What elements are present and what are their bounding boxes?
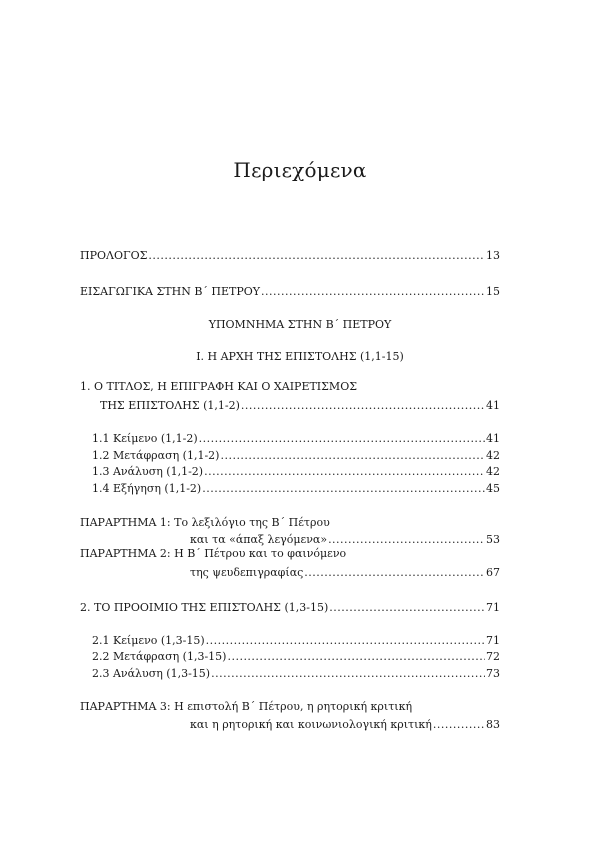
toc-entry-label: και η ρητορική και κοινωνιολογική κριτική (190, 718, 432, 731)
appendix-2-title-line1: ΠΑΡΑΡΤΗΜΑ 2: Η Β΄ Πέτρου και το φαινόμενο (80, 547, 347, 560)
leader-dots (329, 601, 485, 615)
toc-page-number: 72 (486, 650, 500, 663)
toc-page-number: 42 (486, 465, 500, 478)
toc-page-number: 13 (486, 249, 500, 262)
toc-entry-label: 1.4 Εξήγηση (1,1-2) (92, 482, 202, 495)
toc-entry-label: 1.1 Κείμενο (1,1-2) (92, 432, 198, 445)
toc-page-number: 71 (486, 634, 500, 647)
leader-dots (204, 465, 485, 479)
leader-dots (433, 718, 485, 732)
toc-page-number: 41 (486, 399, 500, 412)
leader-dots (199, 432, 485, 446)
toc-entry-eisagogika[interactable] (80, 285, 500, 299)
toc-entry-label: 2.2 Μετάφραση (1,3-15) (92, 650, 227, 663)
toc-entry-label: και τα «άπαξ λεγόμενα» (190, 533, 328, 546)
toc-entry-appendix-3[interactable] (190, 718, 500, 732)
leader-dots (206, 634, 485, 648)
toc-entry-label: 2.1 Κείμενο (1,3-15) (92, 634, 205, 647)
toc-entry-label: ΠΡΟΛΟΓΟΣ (80, 249, 148, 262)
toc-entry-1-4[interactable] (92, 482, 500, 496)
leader-dots (148, 249, 485, 263)
toc-entry-label: 1.2 Μετάφραση (1,1-2) (92, 449, 220, 462)
toc-page-number: 45 (486, 482, 500, 495)
toc-entry-prologos[interactable] (80, 249, 500, 263)
toc-entry-2-2[interactable] (92, 650, 500, 664)
leader-dots (211, 667, 485, 681)
toc-page-number: 53 (486, 533, 500, 546)
toc-entry-appendix-1[interactable] (190, 533, 500, 547)
section-1-title-line1: 1. Ο ΤΙΤΛΟΣ, Η ΕΠΙΓΡΑΦΗ ΚΑΙ Ο ΧΑΙΡΕΤΙΣΜΟΣ (80, 380, 357, 393)
toc-entry-1-2[interactable] (92, 449, 500, 463)
toc-entry-label: 2. ΤΟ ΠΡΟΟΙΜΙΟ ΤΗΣ ΕΠΙΣΤΟΛΗΣ (1,3-15) (80, 601, 329, 614)
leader-dots (241, 399, 485, 413)
commentary-heading: ΥΠΟΜΝΗΜΑ ΣΤΗΝ Β΄ ΠΕΤΡΟΥ (208, 318, 392, 331)
appendix-3-title-line1: ΠΑΡΑΡΤΗΜΑ 3: Η επιστολή Β΄ Πέτρου, η ρητορική κριτική (80, 700, 413, 713)
page-title: Περιεχόμενα (233, 158, 367, 182)
toc-page-number: 42 (486, 449, 500, 462)
appendix-1-title-line1: ΠΑΡΑΡΤΗΜΑ 1: Το λεξιλόγιο της Β΄ Πέτρου (80, 516, 330, 529)
toc-page-number: 15 (486, 285, 500, 298)
leader-dots (227, 650, 485, 664)
toc-page-number: 41 (486, 432, 500, 445)
toc-page-number: 67 (486, 566, 500, 579)
toc-entry-section-2[interactable] (80, 601, 500, 615)
toc-entry-2-3[interactable] (92, 667, 500, 681)
toc-page-number: 73 (486, 667, 500, 680)
leader-dots (328, 533, 485, 547)
leader-dots (304, 566, 485, 580)
leader-dots (202, 482, 485, 496)
toc-entry-label: ΕΙΣΑΓΩΓΙΚΑ ΣΤΗΝ Β΄ ΠΕΤΡΟΥ (80, 285, 261, 298)
toc-entry-2-1[interactable] (92, 634, 500, 648)
toc-entry-1-3[interactable] (92, 465, 500, 479)
toc-entry-appendix-2[interactable] (190, 566, 500, 580)
toc-entry-section-1[interactable] (100, 399, 500, 413)
leader-dots (220, 449, 485, 463)
part-heading: Ι. Η ΑΡΧΗ ΤΗΣ ΕΠΙΣΤΟΛΗΣ (1,1-15) (196, 350, 404, 363)
leader-dots (261, 285, 485, 299)
toc-entry-label: της ψευδεπιγραφίας (190, 566, 304, 579)
toc-entry-1-1[interactable] (92, 432, 500, 446)
toc-page-number: 71 (486, 601, 500, 614)
toc-entry-label: 2.3 Ανάλυση (1,3-15) (92, 667, 211, 680)
toc-page-number: 83 (486, 718, 500, 731)
toc-entry-label: ΤΗΣ ΕΠΙΣΤΟΛΗΣ (1,1-2) (100, 399, 240, 412)
toc-entry-label: 1.3 Ανάλυση (1,1-2) (92, 465, 204, 478)
